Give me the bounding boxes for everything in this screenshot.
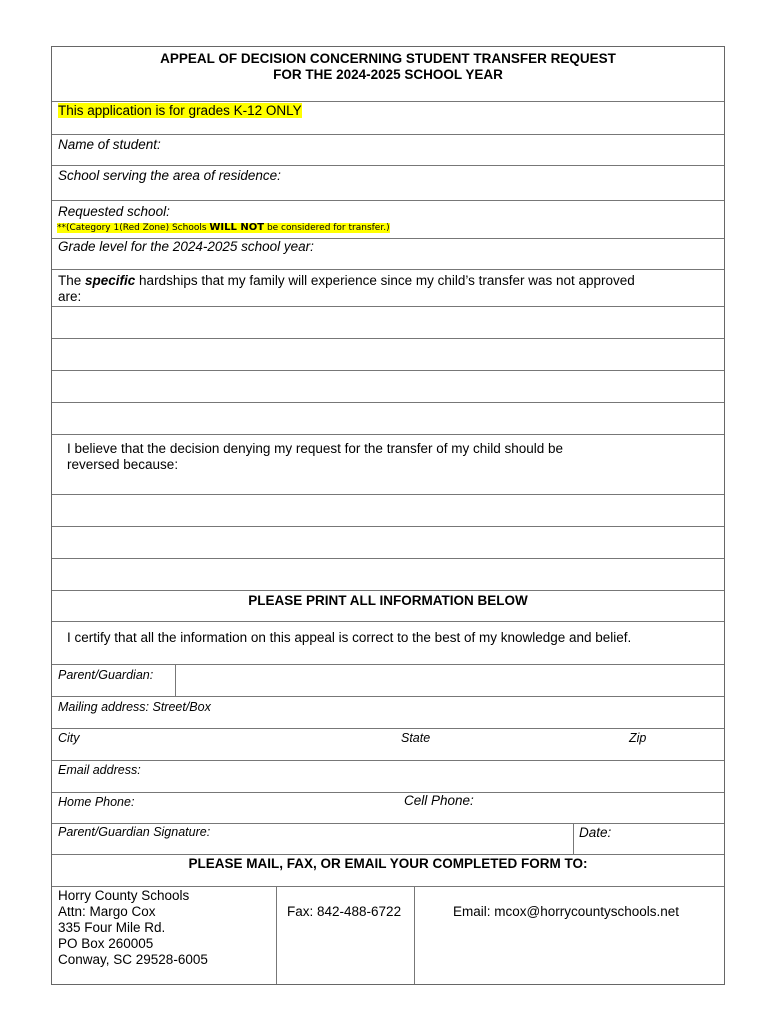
email-address-row[interactable] [52, 761, 724, 793]
residence-school-row[interactable] [52, 166, 724, 201]
date-label: Date: [579, 825, 612, 840]
address-line5: Conway, SC 29528-6005 [58, 952, 208, 967]
mailing-address-label: Mailing address: Street/Box [58, 700, 211, 714]
home-phone-label: Home Phone: [58, 795, 135, 809]
fax-email-divider [414, 887, 415, 984]
hardships-blank-line-1[interactable] [52, 307, 724, 339]
cell-phone-label: Cell Phone: [404, 793, 474, 808]
requested-school-row[interactable] [52, 201, 724, 239]
address-line2: Attn: Margo Cox [58, 904, 156, 919]
student-name-row[interactable] [52, 135, 724, 166]
phone-row[interactable] [52, 793, 724, 824]
reversal-line2: reversed because: [67, 457, 179, 472]
reversal-blank-line-1[interactable] [52, 495, 724, 527]
parent-guardian-divider [175, 665, 176, 696]
requested-school-label: Requested school: [58, 204, 170, 219]
grades-notice: This application is for grades K-12 ONLY [58, 103, 302, 118]
hardships-blank-line-3[interactable] [52, 371, 724, 403]
signature-date-divider [573, 824, 574, 854]
parent-guardian-label: Parent/Guardian: [58, 668, 154, 682]
reversal-blank-line-3[interactable] [52, 559, 724, 591]
mailing-address-row[interactable] [52, 697, 724, 729]
mail-heading-row [52, 855, 724, 887]
certify-statement: I certify that all the information on this appeal is correct to the best of my knowledge and belief. [67, 630, 632, 645]
student-name-label: Name of student: [58, 137, 161, 152]
appeal-form [51, 46, 725, 985]
form-title-line1: APPEAL OF DECISION CONCERNING STUDENT TRANSFER REQUEST [160, 51, 616, 66]
grade-level-row[interactable] [52, 239, 724, 270]
category-note: **(Category 1(Red Zone) Schools WILL NOT be considered for transfer.) [57, 222, 390, 233]
hardships-line1: The specific hardships that my family will experience since my child’s transfer was not approved [58, 273, 635, 288]
mail-heading: PLEASE MAIL, FAX, OR EMAIL YOUR COMPLETED FORM TO: [188, 856, 588, 871]
parent-guardian-row[interactable] [52, 665, 724, 697]
reversal-row [52, 435, 724, 495]
reversal-blank-line-2[interactable] [52, 527, 724, 559]
form-title-line2: FOR THE 2024-2025 SCHOOL YEAR [273, 67, 503, 82]
address-line3: 335 Four Mile Rd. [58, 920, 166, 935]
hardships-blank-line-4[interactable] [52, 403, 724, 435]
certify-row [52, 622, 724, 665]
address-fax-divider [276, 887, 277, 984]
signature-row[interactable] [52, 824, 724, 855]
residence-school-label: School serving the area of residence: [58, 168, 281, 183]
zip-label: Zip [629, 731, 647, 745]
hardships-blank-line-2[interactable] [52, 339, 724, 371]
grades-notice-row [52, 102, 724, 135]
print-heading-row [52, 591, 724, 622]
city-state-zip-row[interactable] [52, 729, 724, 761]
signature-label: Parent/Guardian Signature: [58, 825, 211, 839]
hardships-line2: are: [58, 289, 82, 304]
form-header [52, 47, 724, 102]
contact-info-block [52, 887, 724, 984]
address-line1: Horry County Schools [58, 888, 190, 903]
state-label: State [401, 731, 431, 745]
contact-email[interactable]: Email: mcox@horrycountyschools.net [453, 904, 680, 919]
email-address-label: Email address: [58, 763, 141, 777]
address-line4: PO Box 260005 [58, 936, 154, 951]
grade-level-label: Grade level for the 2024-2025 school year: [58, 239, 314, 254]
print-heading: PLEASE PRINT ALL INFORMATION BELOW [248, 593, 528, 608]
hardships-row [52, 270, 724, 307]
fax-number: Fax: 842-488-6722 [287, 904, 402, 919]
reversal-line1: I believe that the decision denying my request for the transfer of my child should be [67, 441, 564, 456]
city-label: City [58, 731, 80, 745]
